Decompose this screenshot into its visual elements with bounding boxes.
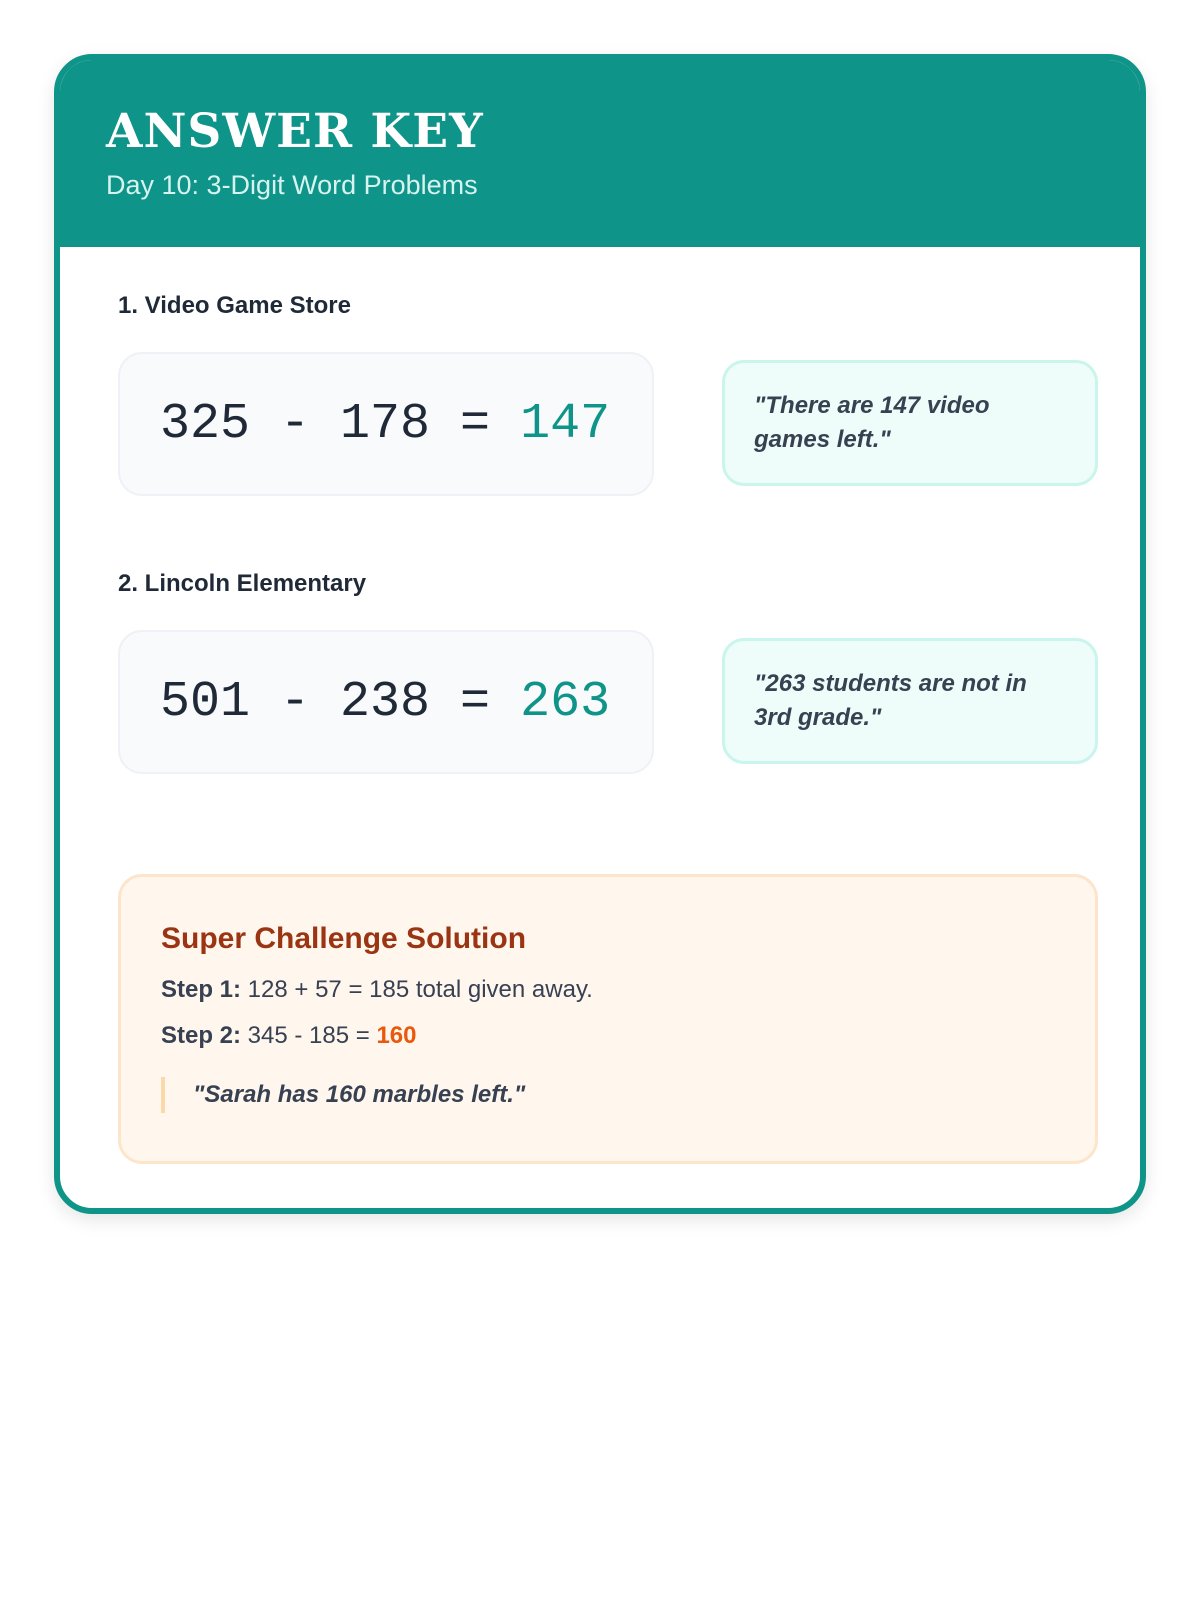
answer-key-card: [54, 54, 1146, 1214]
super-challenge-box: [118, 874, 1098, 1164]
problem-2-sentence: "263 students are not in 3rd grade.": [722, 638, 1098, 764]
step-2-text: 345 - 185 =: [241, 1022, 377, 1049]
step-2-label: Step 2:: [161, 1022, 242, 1049]
challenge-step-1: [161, 976, 593, 1004]
problem-1-title: 1. Video Game Store: [118, 292, 351, 319]
problem-2-title: 2. Lincoln Elementary: [118, 570, 367, 597]
problem-2-answer: 263: [520, 673, 611, 731]
challenge-step-2: [161, 1022, 417, 1050]
problem-1-equation-text: 325 - 178 =: [160, 395, 521, 453]
step-1-label: Step 1:: [161, 976, 242, 1003]
page-subtitle: Day 10: 3-Digit Word Problems: [106, 170, 478, 200]
challenge-final-sentence: "Sarah has 160 marbles left.": [161, 1077, 525, 1113]
problem-1-sentence: "There are 147 video games left.": [722, 360, 1098, 486]
step-2-answer: 160: [376, 1022, 417, 1049]
problem-1-answer: 147: [520, 395, 611, 453]
problem-1-equation: [118, 352, 654, 496]
step-1-text: 128 + 57 = 185 total given away.: [241, 976, 593, 1003]
answer-key-header: [60, 60, 1140, 247]
page-title: ANSWER KEY: [106, 104, 484, 159]
challenge-title: Super Challenge Solution: [161, 922, 527, 955]
problem-2-equation-text: 501 - 238 =: [160, 673, 521, 731]
problem-2-equation: [118, 630, 654, 774]
